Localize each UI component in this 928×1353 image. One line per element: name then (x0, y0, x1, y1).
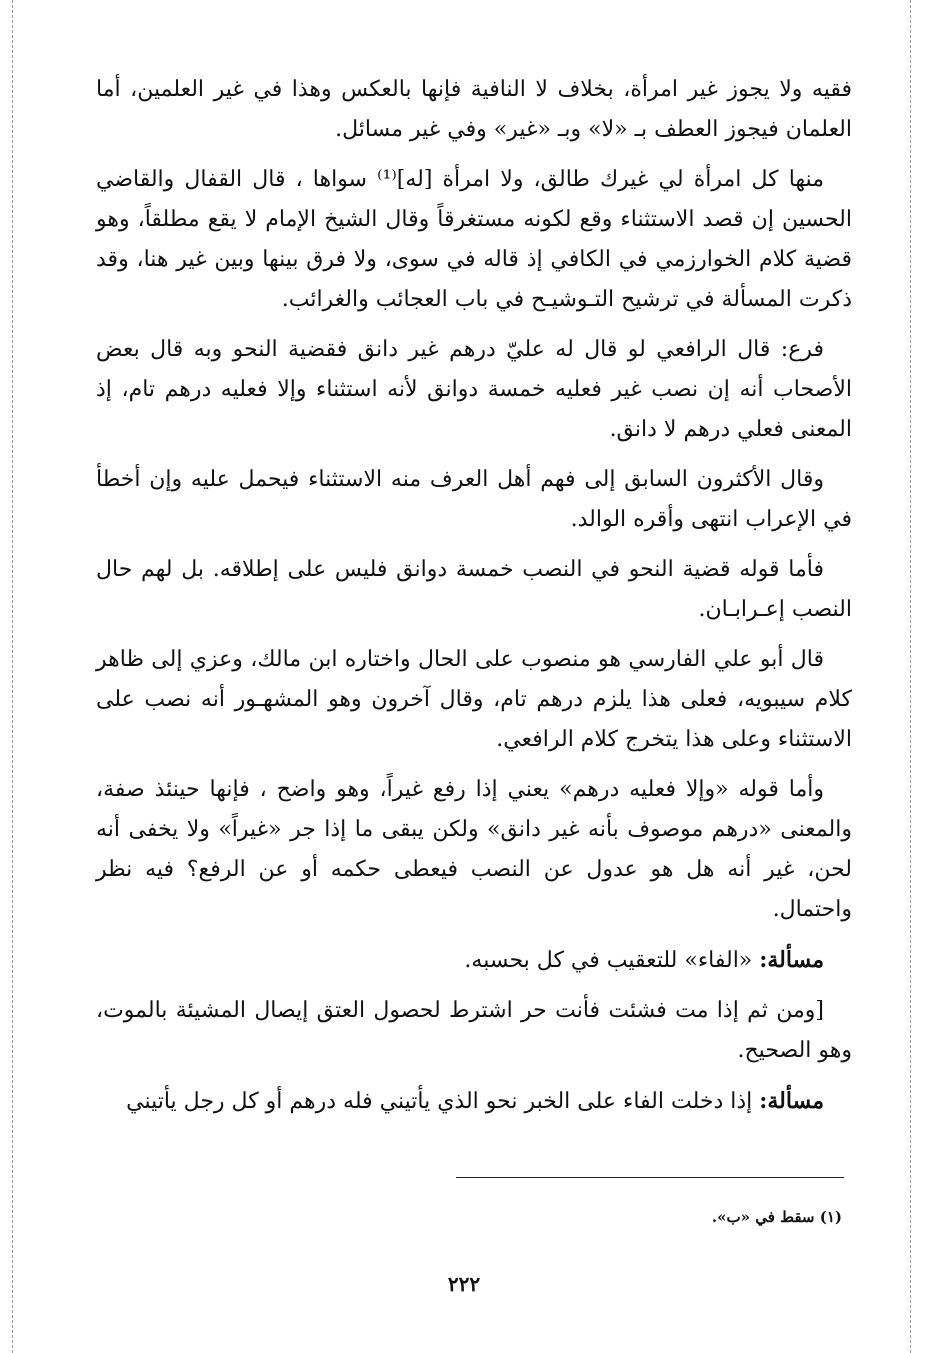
paragraph-1: فقيه ولا يجوز غير امرأة، بخلاف لا النافية فإنها بالعكس وهذا في غير العلمين، أما العلمان فيجوز العطف بـ «لا» وبـ «غير» وفي غير مسائل. (96, 77, 852, 142)
paragraph-8 (96, 940, 852, 981)
footnote: (١) سقط في «ب». (711, 1208, 842, 1226)
issue-text: «الفاء» للتعقيب في كل بحسبه. (464, 948, 760, 973)
issue-text: إذا دخلت الفاء على الخبر نحو الذي يأتيني فله درهم أو كل رجل يأتيني (126, 1089, 760, 1114)
footnote-separator (456, 1177, 844, 1178)
paragraph-6: قال أبو علي الفارسي هو منصوب على الحال واختاره ابن مالك، وعزي إلى ظاهر كلام سيبويه، فعلى هذا يلزم درهم تام، وقال آخرون وهو المشهـور أنه نصب على الاستثناء وعلى هذا يتخرج كلام الرافعي. (96, 647, 852, 752)
scan-border-right (910, 0, 911, 1353)
paragraph-3: فرع: قال الرافعي لو قال له عليّ درهم غير دانق فقضية النحو وبه قال بعض الأصحاب أنه إن نصب غير فعليه خمسة دوانق لأنه استثناء وإلا فعليه درهم تام، إذ المعنى فعلي درهم لا دانق. (96, 337, 852, 442)
paragraph-2: منها كل امرأة لي غيرك طالق، ولا امرأة [له]⁽¹⁾ سواها ، قال القفال والقاضي الحسين إن قصد الاستثناء وقع لكونه مستغرقاً وقال الشيخ الإمام لا يقع مطلقاً، وهو قضية كلام الخوارزمي في الكافي إذ قاله في سوى، ولا فرق بينها وبين غير هنا، وقد ذكرت المسألة في ترشيح التـوشيـح في باب العجائب والغرائب. (96, 167, 852, 312)
paragraph-10 (96, 1081, 852, 1122)
paragraph-7: وأما قوله «وإلا فعليه درهم» يعني إذا رفع غيراً، وهو واضح ، فإنها حينئذ صفة، والمعنى «درهم موصوف بأنه غير دانق» ولكن يبقى ما إذا جر «غيراً» ولا يخفى أنه لحن، غير أنه هل هو عدول عن النصب فيعطى حكمه أو عن الرفع؟ فيه نظر واحتمال. (96, 777, 852, 922)
scan-border-left (12, 0, 13, 1353)
paragraph-9: [ومن ثم إذا مت فشئت فأنت حر اشترط لحصول العتق إيصال المشيئة بالموت، وهو الصحيح. (96, 998, 852, 1063)
page-number: ٢٢٢ (447, 1272, 481, 1296)
paragraph-5: فأما قوله قضية النحو في النصب خمسة دوانق فليس على إطلاقه. بل لهم حال النصب إعـرابـان. (96, 557, 852, 622)
main-text (96, 70, 852, 1132)
issue-label: مسألة: (759, 947, 824, 973)
paragraph-4: وقال الأكثرون السابق إلى فهم أهل العرف منه الاستثناء فيحمل عليه وإن أخطأ في الإعراب انتهى وأقره الوالد. (96, 467, 852, 532)
issue-label: مسألة: (759, 1088, 824, 1114)
